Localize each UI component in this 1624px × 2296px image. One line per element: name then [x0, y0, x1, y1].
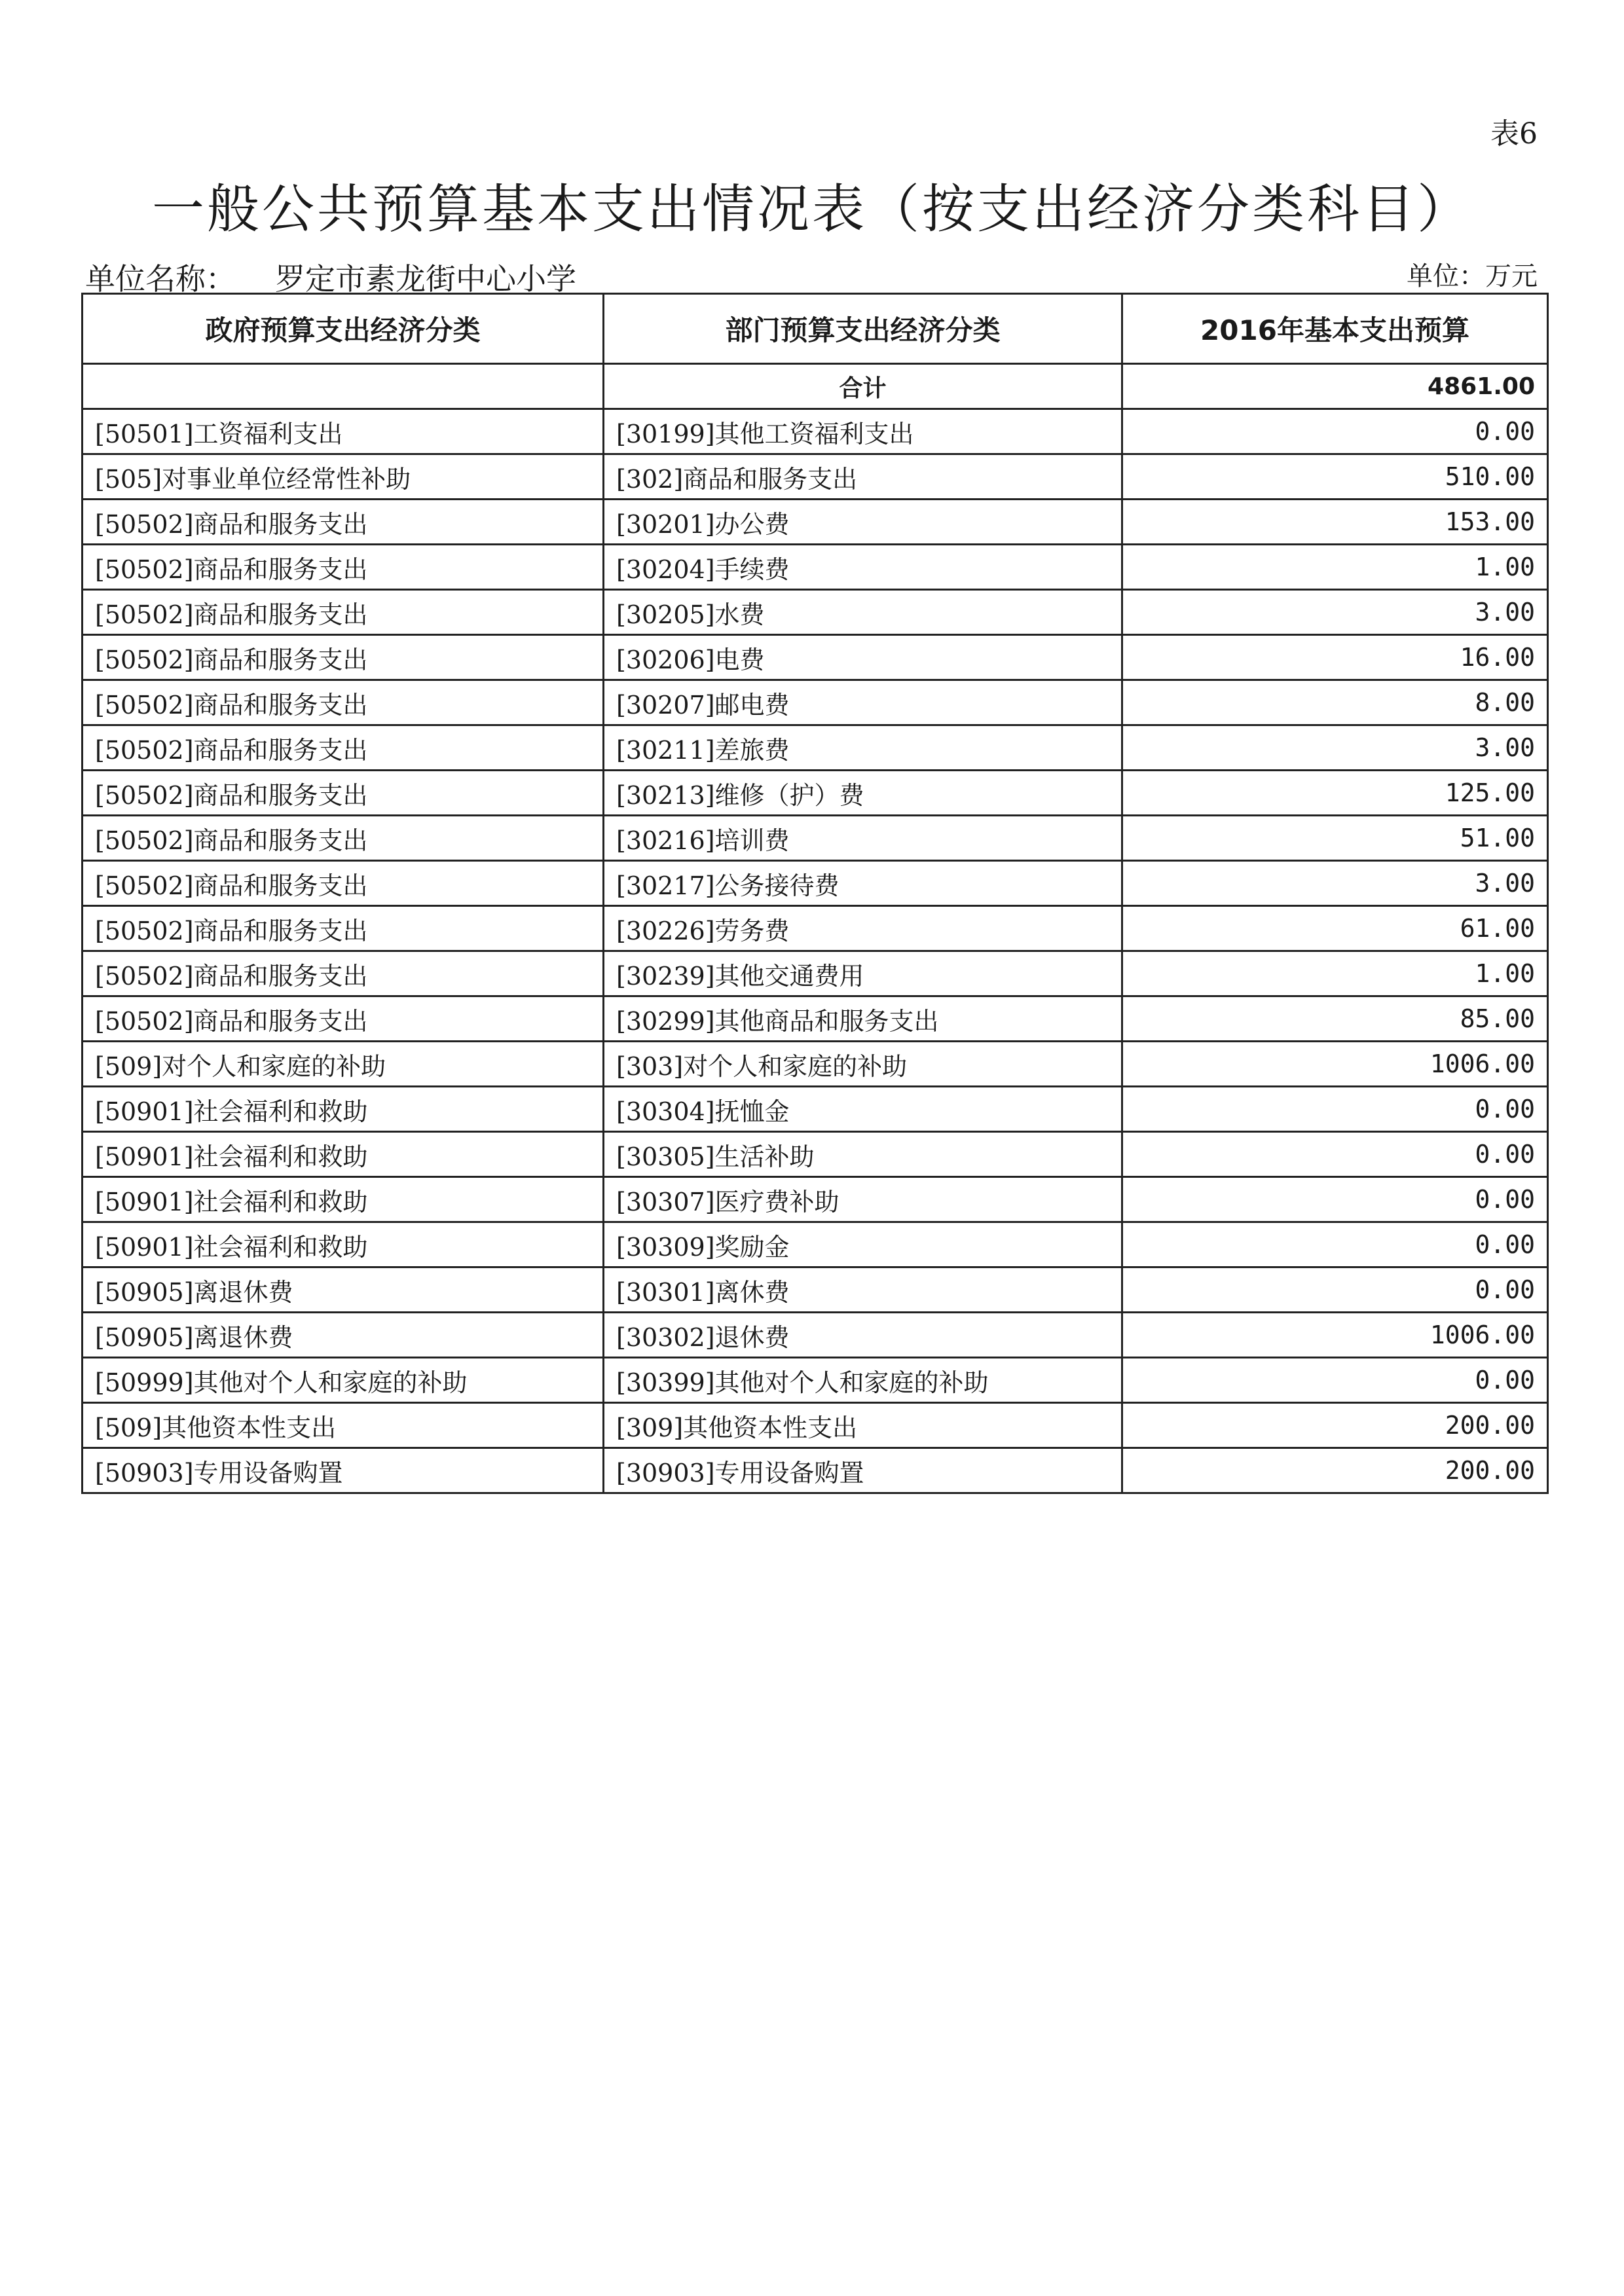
unit-name-label: 单位名称：	[85, 261, 236, 297]
dept-classification-cell: [30903]专用设备购置	[604, 1448, 1122, 1493]
table-row	[83, 1448, 1548, 1493]
budget-value-cell: 3.00	[1122, 725, 1548, 771]
table-row	[83, 951, 1548, 996]
gov-classification-cell: [50999]其他对个人和家庭的补助	[83, 1358, 604, 1403]
gov-classification-cell: [50502]商品和服务支出	[83, 590, 604, 635]
budget-value-cell: 85.00	[1122, 996, 1548, 1042]
dept-classification-cell: [30302]退休费	[604, 1313, 1122, 1358]
budget-value-cell: 3.00	[1122, 590, 1548, 635]
gov-classification-cell: [50502]商品和服务支出	[83, 771, 604, 816]
page-title: 一般公共预算基本支出情况表（按支出经济分类科目）	[152, 179, 1472, 240]
table-row	[83, 454, 1548, 500]
budget-value-cell: 1.00	[1122, 545, 1548, 590]
budget-table	[81, 293, 1549, 1494]
table-row	[83, 409, 1548, 454]
dept-classification-cell: [309]其他资本性支出	[604, 1403, 1122, 1448]
table-row	[83, 1132, 1548, 1177]
budget-value-cell: 0.00	[1122, 1087, 1548, 1132]
total-label: 合计	[604, 364, 1122, 409]
budget-value-cell: 8.00	[1122, 680, 1548, 725]
total-value: 4861.00	[1122, 364, 1548, 409]
gov-classification-cell: [50502]商品和服务支出	[83, 906, 604, 951]
currency-unit: 单位：万元	[1407, 261, 1538, 291]
dept-classification-cell: [30309]奖励金	[604, 1222, 1122, 1267]
gov-classification-cell: [50901]社会福利和救助	[83, 1177, 604, 1222]
budget-value-cell: 1.00	[1122, 951, 1548, 996]
header-dept-classification: 部门预算支出经济分类	[604, 294, 1122, 364]
table-row	[83, 1313, 1548, 1358]
header-row	[83, 294, 1548, 364]
gov-classification-cell: [50502]商品和服务支出	[83, 680, 604, 725]
budget-value-cell: 510.00	[1122, 454, 1548, 500]
table-number: 表6	[1490, 117, 1538, 151]
budget-value-cell: 61.00	[1122, 906, 1548, 951]
total-empty-cell	[83, 364, 604, 409]
dept-classification-cell: [30217]公务接待费	[604, 861, 1122, 906]
dept-classification-cell: [30213]维修（护）费	[604, 771, 1122, 816]
dept-classification-cell: [30207]邮电费	[604, 680, 1122, 725]
gov-classification-cell: [50901]社会福利和救助	[83, 1087, 604, 1132]
budget-value-cell: 0.00	[1122, 409, 1548, 454]
dept-classification-cell: [30239]其他交通费用	[604, 951, 1122, 996]
dept-classification-cell: [30211]差旅费	[604, 725, 1122, 771]
budget-value-cell: 0.00	[1122, 1132, 1548, 1177]
gov-classification-cell: [50502]商品和服务支出	[83, 500, 604, 545]
budget-value-cell: 51.00	[1122, 816, 1548, 861]
gov-classification-cell: [50905]离退休费	[83, 1313, 604, 1358]
table-row	[83, 861, 1548, 906]
dept-classification-cell: [30205]水费	[604, 590, 1122, 635]
table-row	[83, 1267, 1548, 1313]
gov-classification-cell: [50502]商品和服务支出	[83, 545, 604, 590]
gov-classification-cell: [50901]社会福利和救助	[83, 1222, 604, 1267]
table-row	[83, 1042, 1548, 1087]
budget-value-cell: 200.00	[1122, 1403, 1548, 1448]
budget-value-cell: 0.00	[1122, 1267, 1548, 1313]
table-row	[83, 1222, 1548, 1267]
table-row	[83, 1087, 1548, 1132]
gov-classification-cell: [50502]商品和服务支出	[83, 816, 604, 861]
gov-classification-cell: [50905]离退休费	[83, 1267, 604, 1313]
table-row	[83, 771, 1548, 816]
gov-classification-cell: [50502]商品和服务支出	[83, 996, 604, 1042]
budget-value-cell: 3.00	[1122, 861, 1548, 906]
dept-classification-cell: [30216]培训费	[604, 816, 1122, 861]
table-row	[83, 906, 1548, 951]
gov-classification-cell: [50501]工资福利支出	[83, 409, 604, 454]
budget-value-cell: 1006.00	[1122, 1313, 1548, 1358]
dept-classification-cell: [30201]办公费	[604, 500, 1122, 545]
gov-classification-cell: [50903]专用设备购置	[83, 1448, 604, 1493]
budget-value-cell: 0.00	[1122, 1358, 1548, 1403]
gov-classification-cell: [509]其他资本性支出	[83, 1403, 604, 1448]
budget-value-cell: 200.00	[1122, 1448, 1548, 1493]
dept-classification-cell: [30226]劳务费	[604, 906, 1122, 951]
table-row	[83, 590, 1548, 635]
dept-classification-cell: [303]对个人和家庭的补助	[604, 1042, 1122, 1087]
table-row	[83, 680, 1548, 725]
dept-classification-cell: [30301]离休费	[604, 1267, 1122, 1313]
table-row	[83, 500, 1548, 545]
header-gov-classification: 政府预算支出经济分类	[83, 294, 604, 364]
gov-classification-cell: [50502]商品和服务支出	[83, 861, 604, 906]
budget-value-cell: 0.00	[1122, 1222, 1548, 1267]
dept-classification-cell: [302]商品和服务支出	[604, 454, 1122, 500]
total-row	[83, 364, 1548, 409]
dept-classification-cell: [30307]医疗费补助	[604, 1177, 1122, 1222]
budget-value-cell: 16.00	[1122, 635, 1548, 680]
table-row	[83, 996, 1548, 1042]
gov-classification-cell: [50502]商品和服务支出	[83, 951, 604, 996]
gov-classification-cell: [50901]社会福利和救助	[83, 1132, 604, 1177]
gov-classification-cell: [505]对事业单位经常性补助	[83, 454, 604, 500]
table-row	[83, 816, 1548, 861]
dept-classification-cell: [30305]生活补助	[604, 1132, 1122, 1177]
dept-classification-cell: [30199]其他工资福利支出	[604, 409, 1122, 454]
unit-name-value: 罗定市素龙街中心小学	[275, 261, 576, 297]
gov-classification-cell: [50502]商品和服务支出	[83, 635, 604, 680]
header-budget-2016: 2016年基本支出预算	[1122, 294, 1548, 364]
budget-value-cell: 1006.00	[1122, 1042, 1548, 1087]
table-row	[83, 635, 1548, 680]
table-row	[83, 1403, 1548, 1448]
budget-value-cell: 153.00	[1122, 500, 1548, 545]
dept-classification-cell: [30204]手续费	[604, 545, 1122, 590]
dept-classification-cell: [30399]其他对个人和家庭的补助	[604, 1358, 1122, 1403]
budget-value-cell: 125.00	[1122, 771, 1548, 816]
dept-classification-cell: [30299]其他商品和服务支出	[604, 996, 1122, 1042]
dept-classification-cell: [30304]抚恤金	[604, 1087, 1122, 1132]
dept-classification-cell: [30206]电费	[604, 635, 1122, 680]
table-row	[83, 725, 1548, 771]
gov-classification-cell: [50502]商品和服务支出	[83, 725, 604, 771]
table-row	[83, 545, 1548, 590]
table-row	[83, 1177, 1548, 1222]
table-row	[83, 1358, 1548, 1403]
budget-value-cell: 0.00	[1122, 1177, 1548, 1222]
gov-classification-cell: [509]对个人和家庭的补助	[83, 1042, 604, 1087]
